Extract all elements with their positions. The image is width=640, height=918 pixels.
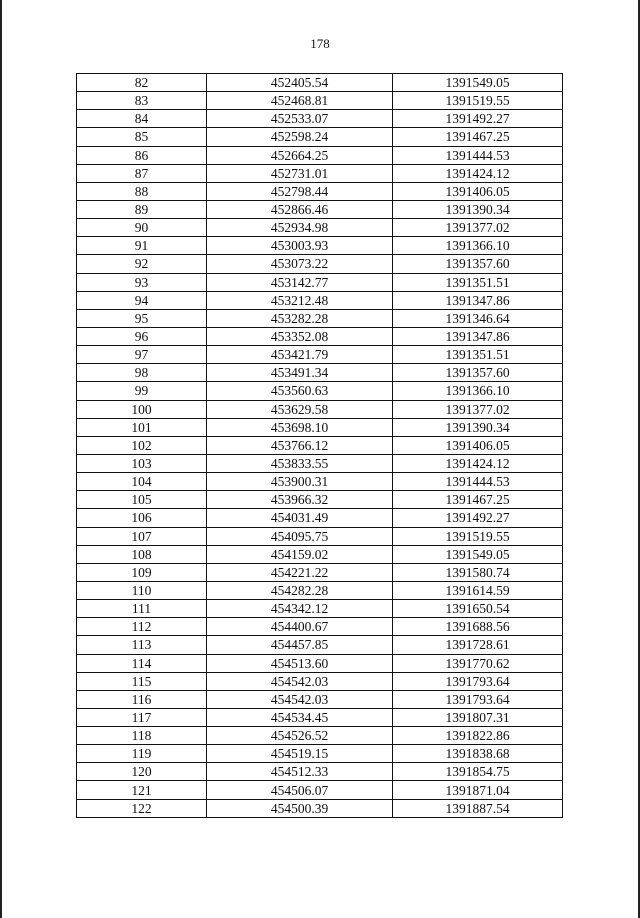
- point-number-cell: 121: [77, 781, 207, 799]
- y-coordinate-cell: 1391728.61: [393, 636, 563, 654]
- x-coordinate-cell: 453629.58: [207, 400, 393, 418]
- table-row: [77, 654, 563, 672]
- x-coordinate-cell: 453560.63: [207, 382, 393, 400]
- point-number-cell: 114: [77, 654, 207, 672]
- x-coordinate-cell: 454457.85: [207, 636, 393, 654]
- x-coordinate-cell: 454342.12: [207, 600, 393, 618]
- y-coordinate-cell: 1391424.12: [393, 454, 563, 472]
- page-number: 178: [310, 36, 330, 51]
- point-number-cell: 92: [77, 255, 207, 273]
- x-coordinate-cell: 454282.28: [207, 581, 393, 599]
- x-coordinate-cell: 452664.25: [207, 146, 393, 164]
- table-row: [77, 509, 563, 527]
- point-number-cell: 98: [77, 364, 207, 382]
- y-coordinate-cell: 1391444.53: [393, 473, 563, 491]
- table-row: [77, 527, 563, 545]
- table-row: [77, 291, 563, 309]
- table-row: [77, 781, 563, 799]
- point-number-cell: 83: [77, 92, 207, 110]
- x-coordinate-cell: 454095.75: [207, 527, 393, 545]
- y-coordinate-cell: 1391549.05: [393, 545, 563, 563]
- table-row: [77, 727, 563, 745]
- x-coordinate-cell: 453142.77: [207, 273, 393, 291]
- point-number-cell: 109: [77, 563, 207, 581]
- y-coordinate-cell: 1391351.51: [393, 273, 563, 291]
- x-coordinate-cell: 452798.44: [207, 182, 393, 200]
- y-coordinate-cell: 1391822.86: [393, 727, 563, 745]
- table-row: [77, 309, 563, 327]
- y-coordinate-cell: 1391807.31: [393, 708, 563, 726]
- y-coordinate-cell: 1391390.34: [393, 200, 563, 218]
- y-coordinate-cell: 1391887.54: [393, 799, 563, 817]
- x-coordinate-cell: 454506.07: [207, 781, 393, 799]
- x-coordinate-cell: 454542.03: [207, 690, 393, 708]
- y-coordinate-cell: 1391377.02: [393, 219, 563, 237]
- table-row: [77, 327, 563, 345]
- y-coordinate-cell: 1391650.54: [393, 600, 563, 618]
- table-row: [77, 745, 563, 763]
- y-coordinate-cell: 1391492.27: [393, 110, 563, 128]
- x-coordinate-cell: 452468.81: [207, 92, 393, 110]
- table-row: [77, 436, 563, 454]
- y-coordinate-cell: 1391519.55: [393, 527, 563, 545]
- y-coordinate-cell: 1391357.60: [393, 364, 563, 382]
- point-number-cell: 102: [77, 436, 207, 454]
- point-number-cell: 93: [77, 273, 207, 291]
- point-number-cell: 115: [77, 672, 207, 690]
- point-number-cell: 104: [77, 473, 207, 491]
- x-coordinate-cell: 453421.79: [207, 346, 393, 364]
- point-number-cell: 108: [77, 545, 207, 563]
- point-number-cell: 86: [77, 146, 207, 164]
- x-coordinate-cell: 453833.55: [207, 454, 393, 472]
- point-number-cell: 117: [77, 708, 207, 726]
- point-number-cell: 84: [77, 110, 207, 128]
- y-coordinate-cell: 1391854.75: [393, 763, 563, 781]
- table-row: [77, 454, 563, 472]
- x-coordinate-cell: 454519.15: [207, 745, 393, 763]
- point-number-cell: 116: [77, 690, 207, 708]
- table-row: [77, 255, 563, 273]
- y-coordinate-cell: 1391688.56: [393, 618, 563, 636]
- x-coordinate-cell: 452405.54: [207, 74, 393, 92]
- table-row: [77, 563, 563, 581]
- table-row: [77, 237, 563, 255]
- y-coordinate-cell: 1391793.64: [393, 672, 563, 690]
- x-coordinate-cell: 454400.67: [207, 618, 393, 636]
- x-coordinate-cell: 454526.52: [207, 727, 393, 745]
- table-row: [77, 164, 563, 182]
- y-coordinate-cell: 1391838.68: [393, 745, 563, 763]
- table-row: [77, 672, 563, 690]
- y-coordinate-cell: 1391347.86: [393, 291, 563, 309]
- point-number-cell: 110: [77, 581, 207, 599]
- point-number-cell: 101: [77, 418, 207, 436]
- table-row: [77, 799, 563, 817]
- table-row: [77, 581, 563, 599]
- point-number-cell: 94: [77, 291, 207, 309]
- table-row: [77, 273, 563, 291]
- coordinates-table-body: [77, 74, 563, 818]
- table-row: [77, 418, 563, 436]
- table-row: [77, 491, 563, 509]
- y-coordinate-cell: 1391390.34: [393, 418, 563, 436]
- table-row: [77, 763, 563, 781]
- y-coordinate-cell: 1391351.51: [393, 346, 563, 364]
- y-coordinate-cell: 1391424.12: [393, 164, 563, 182]
- x-coordinate-cell: 454534.45: [207, 708, 393, 726]
- y-coordinate-cell: 1391366.10: [393, 382, 563, 400]
- x-coordinate-cell: 452598.24: [207, 128, 393, 146]
- x-coordinate-cell: 454159.02: [207, 545, 393, 563]
- x-coordinate-cell: 454031.49: [207, 509, 393, 527]
- y-coordinate-cell: 1391366.10: [393, 237, 563, 255]
- point-number-cell: 106: [77, 509, 207, 527]
- table-row: [77, 690, 563, 708]
- point-number-cell: 87: [77, 164, 207, 182]
- y-coordinate-cell: 1391580.74: [393, 563, 563, 581]
- x-coordinate-cell: 453282.28: [207, 309, 393, 327]
- coordinates-table: [76, 73, 563, 818]
- y-coordinate-cell: 1391467.25: [393, 491, 563, 509]
- table-row: [77, 545, 563, 563]
- y-coordinate-cell: 1391444.53: [393, 146, 563, 164]
- point-number-cell: 119: [77, 745, 207, 763]
- table-row: [77, 200, 563, 218]
- x-coordinate-cell: 453073.22: [207, 255, 393, 273]
- y-coordinate-cell: 1391793.64: [393, 690, 563, 708]
- point-number-cell: 88: [77, 182, 207, 200]
- table-row: [77, 146, 563, 164]
- x-coordinate-cell: 454512.33: [207, 763, 393, 781]
- table-row: [77, 92, 563, 110]
- table-row: [77, 346, 563, 364]
- x-coordinate-cell: 453003.93: [207, 237, 393, 255]
- point-number-cell: 100: [77, 400, 207, 418]
- x-coordinate-cell: 452866.46: [207, 200, 393, 218]
- y-coordinate-cell: 1391377.02: [393, 400, 563, 418]
- x-coordinate-cell: 452533.07: [207, 110, 393, 128]
- table-row: [77, 600, 563, 618]
- y-coordinate-cell: 1391871.04: [393, 781, 563, 799]
- x-coordinate-cell: 453900.31: [207, 473, 393, 491]
- point-number-cell: 113: [77, 636, 207, 654]
- table-row: [77, 618, 563, 636]
- point-number-cell: 95: [77, 309, 207, 327]
- point-number-cell: 122: [77, 799, 207, 817]
- point-number-cell: 91: [77, 237, 207, 255]
- table-row: [77, 182, 563, 200]
- point-number-cell: 120: [77, 763, 207, 781]
- table-row: [77, 473, 563, 491]
- x-coordinate-cell: 453352.08: [207, 327, 393, 345]
- x-coordinate-cell: 453212.48: [207, 291, 393, 309]
- point-number-cell: 111: [77, 600, 207, 618]
- x-coordinate-cell: 454221.22: [207, 563, 393, 581]
- point-number-cell: 107: [77, 527, 207, 545]
- point-number-cell: 118: [77, 727, 207, 745]
- point-number-cell: 96: [77, 327, 207, 345]
- table-row: [77, 110, 563, 128]
- page-border-left: [0, 0, 2, 918]
- point-number-cell: 82: [77, 74, 207, 92]
- y-coordinate-cell: 1391492.27: [393, 509, 563, 527]
- table-row: [77, 128, 563, 146]
- table-row: [77, 400, 563, 418]
- y-coordinate-cell: 1391346.64: [393, 309, 563, 327]
- table-row: [77, 382, 563, 400]
- table-row: [77, 219, 563, 237]
- point-number-cell: 112: [77, 618, 207, 636]
- x-coordinate-cell: 453966.32: [207, 491, 393, 509]
- y-coordinate-cell: 1391519.55: [393, 92, 563, 110]
- y-coordinate-cell: 1391406.05: [393, 182, 563, 200]
- x-coordinate-cell: 453491.34: [207, 364, 393, 382]
- table-row: [77, 74, 563, 92]
- table-row: [77, 636, 563, 654]
- x-coordinate-cell: 453698.10: [207, 418, 393, 436]
- x-coordinate-cell: 454513.60: [207, 654, 393, 672]
- point-number-cell: 85: [77, 128, 207, 146]
- point-number-cell: 90: [77, 219, 207, 237]
- point-number-cell: 103: [77, 454, 207, 472]
- x-coordinate-cell: 452934.98: [207, 219, 393, 237]
- y-coordinate-cell: 1391357.60: [393, 255, 563, 273]
- point-number-cell: 105: [77, 491, 207, 509]
- x-coordinate-cell: 453766.12: [207, 436, 393, 454]
- point-number-cell: 99: [77, 382, 207, 400]
- y-coordinate-cell: 1391770.62: [393, 654, 563, 672]
- table-row: [77, 708, 563, 726]
- table-row: [77, 364, 563, 382]
- y-coordinate-cell: 1391614.59: [393, 581, 563, 599]
- x-coordinate-cell: 454542.03: [207, 672, 393, 690]
- point-number-cell: 89: [77, 200, 207, 218]
- point-number-cell: 97: [77, 346, 207, 364]
- y-coordinate-cell: 1391467.25: [393, 128, 563, 146]
- y-coordinate-cell: 1391347.86: [393, 327, 563, 345]
- y-coordinate-cell: 1391406.05: [393, 436, 563, 454]
- y-coordinate-cell: 1391549.05: [393, 74, 563, 92]
- x-coordinate-cell: 452731.01: [207, 164, 393, 182]
- x-coordinate-cell: 454500.39: [207, 799, 393, 817]
